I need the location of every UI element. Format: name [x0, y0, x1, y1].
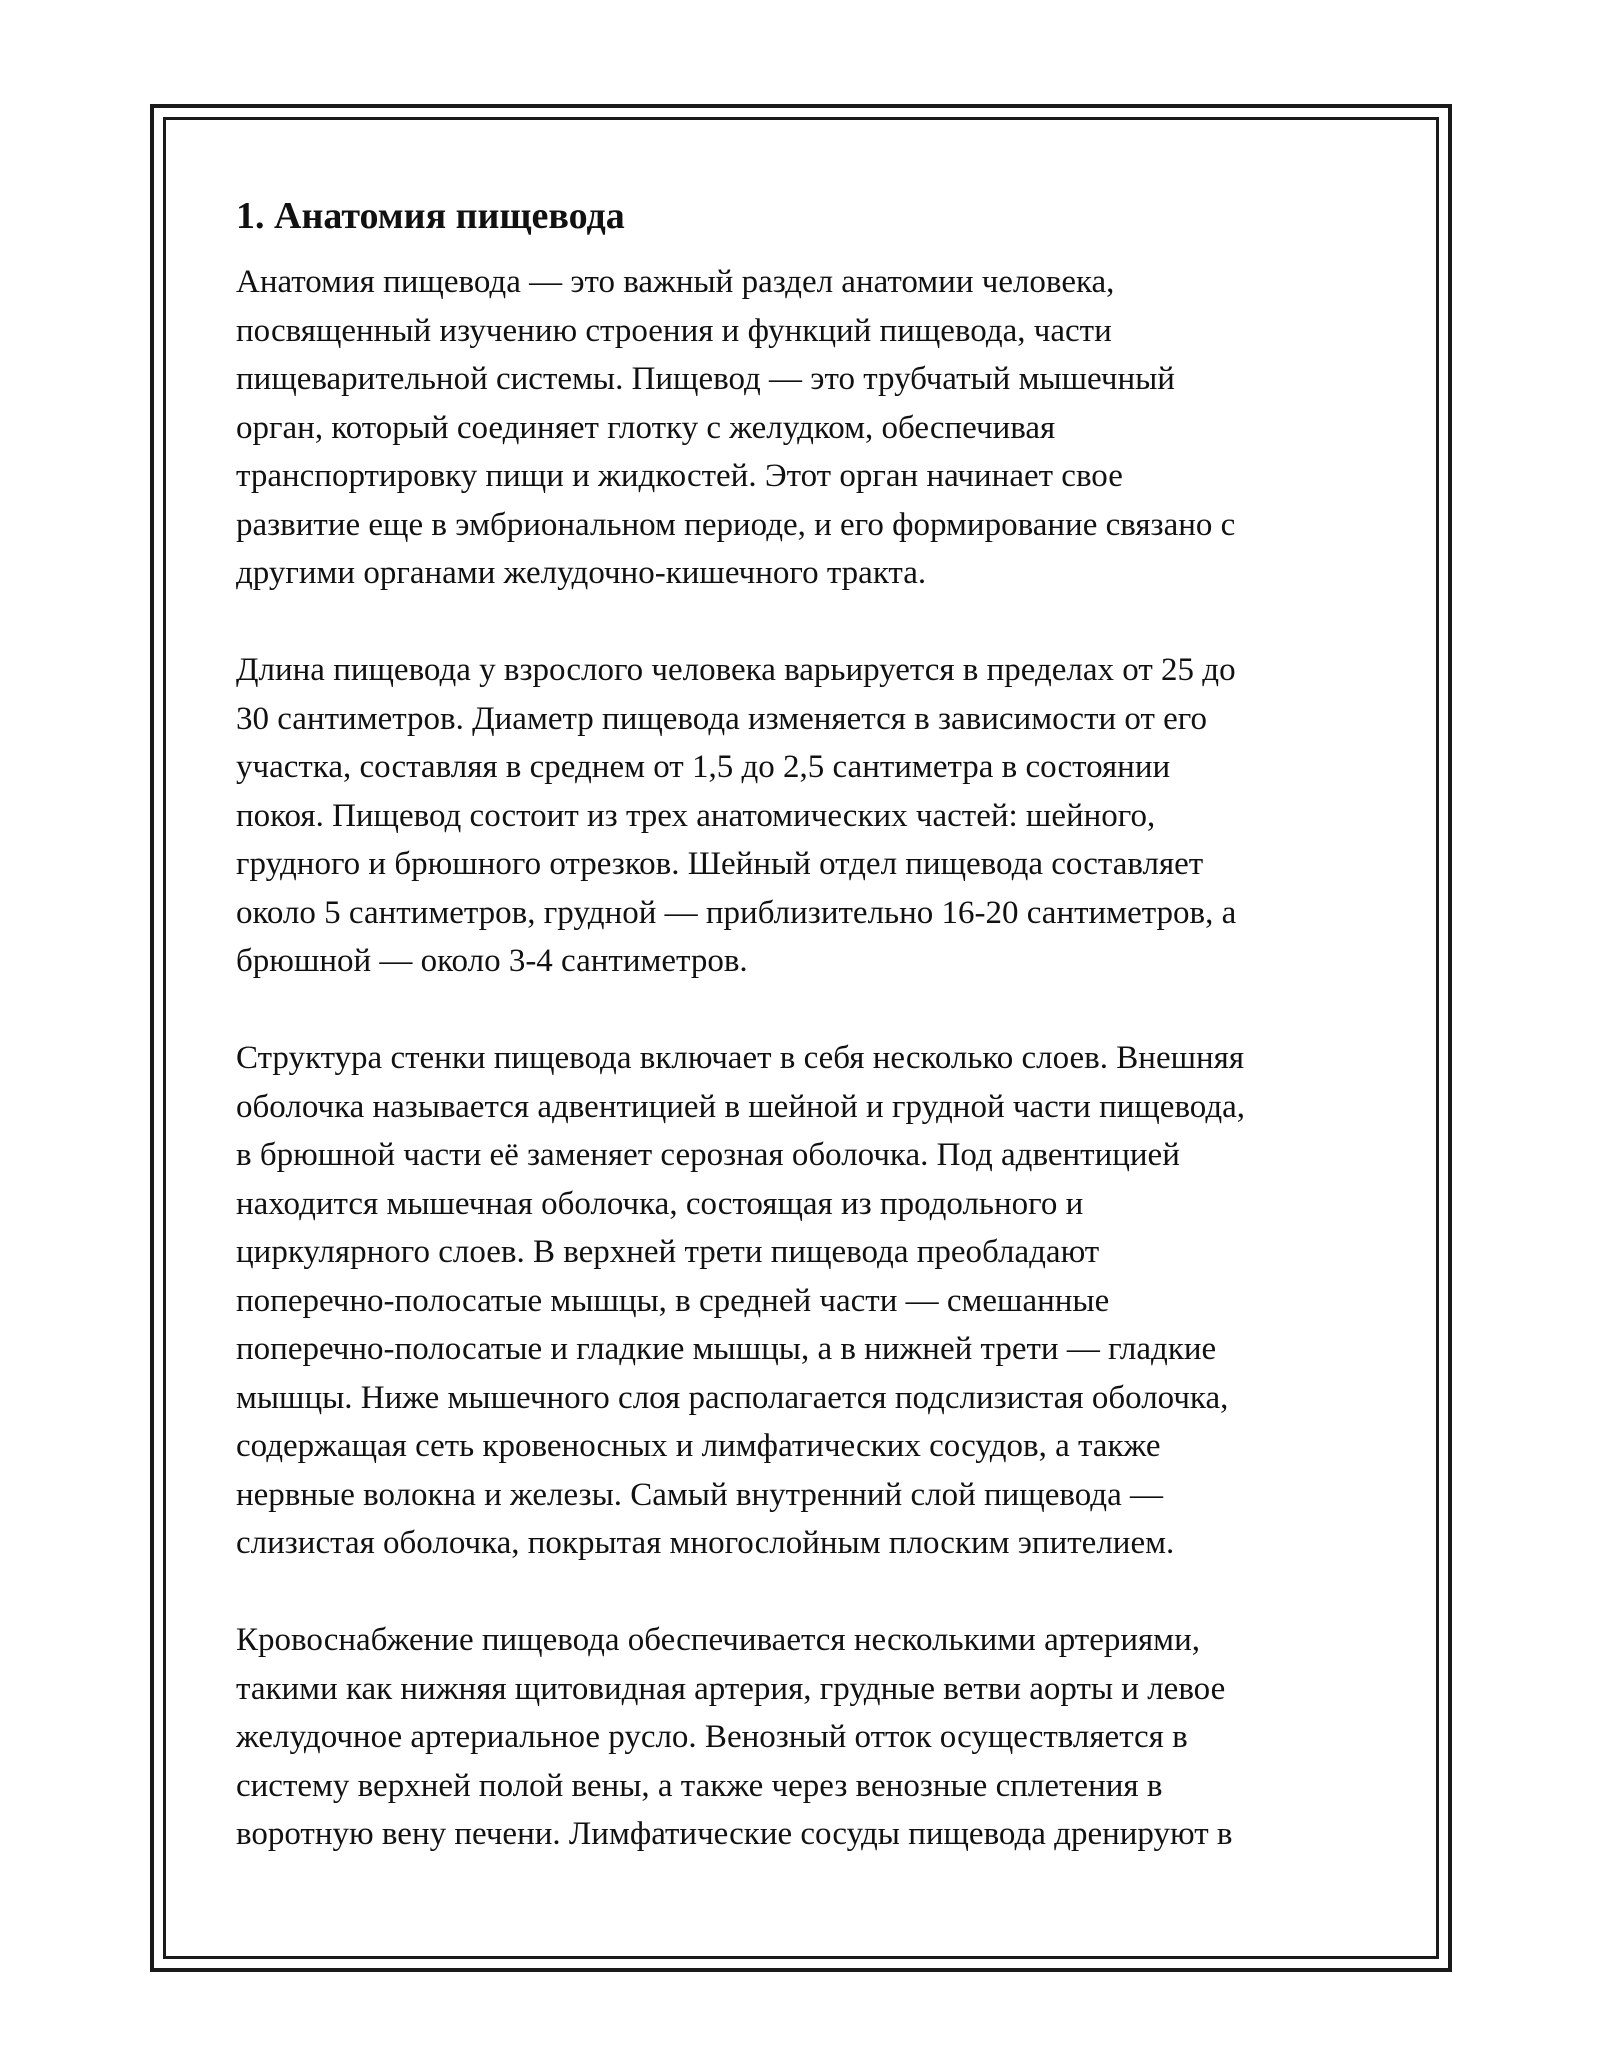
paragraph-esophagus-dimensions: Длина пищевода у взрослого человека варьируется в пределах от 25 до 30 сантиметров. Диаметр пищевода изменяется в зависимости от его участка, составляя в среднем от 1,5 до 2,5 сантиметра в состоянии покоя. Пищевод состоит из трех анатомических частей: шейного, грудного и брюшного отрезков. Шейный отдел пищевода составляет около 5 сантиметров, грудной — приблизительно 16-20 сантиметров, а брюшной — около 3-4 сантиметров.	[236, 652, 1237, 979]
paragraph-esophagus-wall-structure: Структура стенки пищевода включает в себя несколько слоев. Внешняя оболочка называется адвентицией в шейной и грудной части пищевода, в брюшной части её заменяет серозная оболочка. Под адвентицией находится мышечная оболочка, состоящая из продольного и циркулярного слоев. В верхней трети пищевода преобладают поперечно-полосатые мышцы, в средней части — смешанные поперечно-полосатые и гладкие мышцы, а в нижней трети — гладкие мышцы. Ниже мышечного слоя располагается подслизистая оболочка, содержащая сеть кровеносных и лимфатических сосудов, а также нервные волокна и железы. Самый внутренний слой пищевода — слизистая оболочка, покрытая многослойным плоским эпителием.	[236, 1040, 1246, 1561]
section-title: 1. Анатомия пищевода	[236, 195, 625, 237]
paragraph-esophagus-blood-supply: Кровоснабжение пищевода обеспечивается несколькими артериями, такими как нижняя щитовидная артерия, грудные ветви аорты и левое желудочное артериальное русло. Венозный отток осуществляется в систему верхней полой вены, а также через венозные сплетения в воротную вену печени. Лимфатические сосуды пищевода дренируют в	[236, 1622, 1233, 1852]
paragraph-esophagus-anatomy-intro: Анатомия пищевода — это важный раздел анатомии человека, посвященный изучению строения и функций пищевода, части пищеварительной системы. Пищевод — это трубчатый мышечный орган, который соединяет глотку с желудком, обеспечивая транспортировку пищи и жидкостей. Этот орган начинает свое развитие еще в эмбриональном периоде, и его формирование связано с другими органами желудочно-кишечного тракта.	[236, 264, 1236, 591]
document-content	[236, 190, 1376, 1859]
